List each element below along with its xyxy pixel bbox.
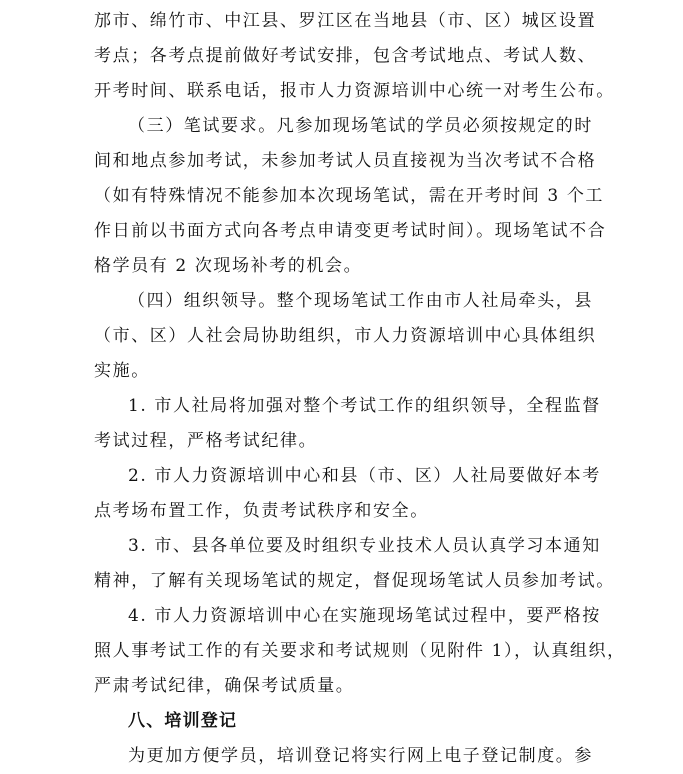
text-line: 格学员有 2 次现场补考的机会。 xyxy=(94,256,363,276)
text-line: 开考时间、联系电话，报市人力资源培训中心统一对考生公布。 xyxy=(94,81,615,101)
list-item-4 xyxy=(94,599,626,704)
text-line: （如有特殊情况不能参加本次现场笔试，需在开考时间 3 个工 xyxy=(94,186,605,206)
text-line: 为更加方便学员，培训登记将实行网上电子登记制度。参 xyxy=(128,746,593,766)
paragraph-organization-leadership xyxy=(94,284,597,389)
text-line: 严肃考试纪律，确保考试质量。 xyxy=(94,676,355,696)
text-line: 精神，了解有关现场笔试的规定，督促现场笔试人员参加考试。 xyxy=(94,571,615,591)
paragraph-exam-venues xyxy=(94,4,615,109)
text-line: 4. 市人力资源培训中心在实施现场笔试过程中，要严格按 xyxy=(128,606,601,626)
list-item-3 xyxy=(94,529,615,599)
text-line: 1. 市人社局将加强对整个考试工作的组织领导，全程监督 xyxy=(128,396,601,416)
text-line: 点考场布置工作，负责考试秩序和安全。 xyxy=(94,501,429,521)
text-line: （三）笔试要求。凡参加现场笔试的学员必须按规定的时 xyxy=(128,116,593,136)
paragraph-written-exam-requirements xyxy=(94,109,607,284)
text-line: 考点；各考点提前做好考试安排，包含考试地点、考试人数、 xyxy=(94,46,597,66)
list-item-2 xyxy=(94,459,601,529)
text-line: 考试过程，严格考试纪律。 xyxy=(94,431,318,451)
text-line: 作日前以书面方式向各考点申请变更考试时间）。现场笔试不合 xyxy=(94,221,607,241)
list-item-1 xyxy=(94,389,601,459)
text-line: 间和地点参加考试，未参加考试人员直接视为当次考试不合格 xyxy=(94,151,597,171)
document-page xyxy=(94,4,626,774)
text-line: 3. 市、县各单位要及时组织专业技术人员认真学习本通知 xyxy=(128,536,601,556)
text-line: 邡市、绵竹市、中江县、罗江区在当地县（市、区）城区设置 xyxy=(94,11,597,31)
text-line: 2. 市人力资源培训中心和县（市、区）人社局要做好本考 xyxy=(128,466,601,486)
text-line: （四）组织领导。整个现场笔试工作由市人社局牵头，县 xyxy=(128,291,593,311)
paragraph-registration xyxy=(94,739,594,774)
text-line: （市、区）人社会局协助组织，市人力资源培训中心具体组织 xyxy=(94,326,597,346)
section-heading-training-registration: 八、培训登记 xyxy=(128,711,238,731)
text-line: 实施。 xyxy=(94,361,150,381)
text-line: 照人事考试工作的有关要求和考试规则（见附件 1），认真组织， xyxy=(94,641,626,661)
